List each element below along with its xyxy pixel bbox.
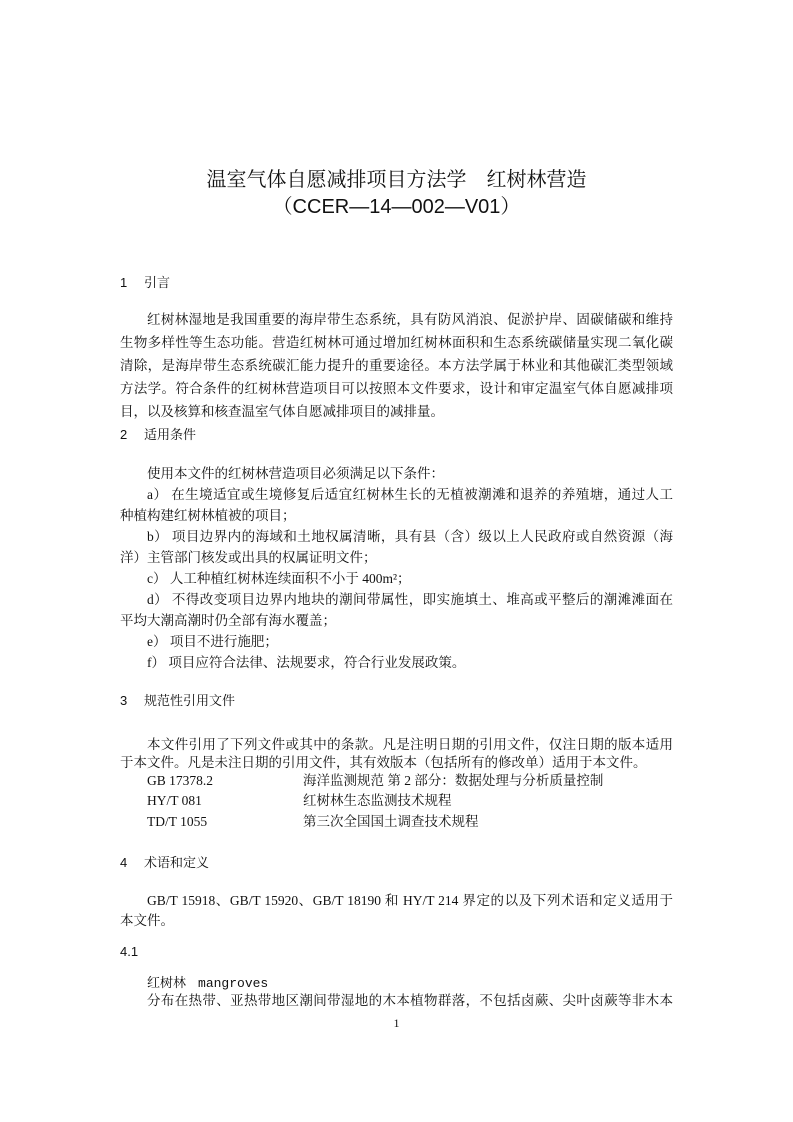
section-2-heading: 2 适用条件 bbox=[120, 427, 197, 442]
reference-title: 第三次全国国土调查技术规程 bbox=[303, 814, 479, 829]
page-number: 1 bbox=[393, 1016, 400, 1030]
list-item-c: c） 人工种植红树林连续面积不小于 400m²； bbox=[147, 571, 411, 586]
document-title: 温室气体自愿减排项目方法学 红树林营造 bbox=[206, 169, 587, 191]
paragraph-line: 方法学。符合条件的红树林营造项目可以按照本文件要求，设计和审定温室气体自愿减排项 bbox=[120, 381, 673, 396]
paragraph-line: 目，以及核算和核查温室气体自愿减排项目的减排量。 bbox=[120, 404, 444, 419]
section-1-heading: 1 引言 bbox=[120, 275, 171, 290]
list-item-a: a） 在生境适宜或生境修复后适宜红树林生长的无植被潮滩和退养的养殖塘，通过人工 bbox=[147, 487, 673, 502]
paragraph-line: 本文件引用了下列文件或其中的条款。凡是注明日期的引用文件，仅注日期的版本适用 bbox=[147, 737, 673, 752]
paragraph-line: 生物多样性等生态功能。营造红树林可通过增加红树林面积和生态系统碳储量实现二氧化碳 bbox=[120, 335, 673, 350]
list-item-f: f） 项目应符合法律、法规要求，符合行业发展政策。 bbox=[147, 655, 466, 670]
paragraph-line: 清除，是海岸带生态系统碳汇能力提升的重要途径。本方法学属于林业和其他碳汇类型领域 bbox=[120, 358, 673, 373]
paragraph-line: GB/T 15918、GB/T 15920、GB/T 18190 和 HY/T 214 界定的以及下列术语和定义适用于 bbox=[147, 893, 673, 908]
reference-code: HY/T 081 bbox=[147, 793, 202, 808]
list-item-b-cont: 洋）主管部门核发或出具的权属证明文件； bbox=[120, 550, 377, 565]
list-item-b: b） 项目边界内的海域和土地权属清晰，具有县（含）级以上人民政府或自然资源（海 bbox=[147, 529, 673, 544]
paragraph-line: 本文件。 bbox=[120, 913, 174, 928]
term-definition: 分布在热带、亚热带地区潮间带湿地的木本植物群落，不包括卤蕨、尖叶卤蕨等非木本 bbox=[147, 993, 673, 1008]
paragraph-line: 使用本文件的红树林营造项目必须满足以下条件： bbox=[147, 466, 444, 481]
reference-code: GB 17378.2 bbox=[147, 773, 214, 788]
list-item-d-cont: 平均大潮高潮时仍全部有海水覆盖； bbox=[120, 613, 336, 628]
subsection-number: 4.1 bbox=[120, 944, 139, 959]
term-entry: 红树林 mangroves bbox=[147, 975, 269, 991]
reference-code: TD/T 1055 bbox=[147, 814, 208, 829]
section-4-heading: 4 术语和定义 bbox=[120, 855, 210, 870]
paragraph-line: 于本文件。凡是未注日期的引用文件，其有效版本（包括所有的修改单）适用于本文件。 bbox=[120, 755, 647, 770]
reference-title: 红树林生态监测技术规程 bbox=[303, 793, 452, 808]
paragraph-line: 红树林湿地是我国重要的海岸带生态系统，具有防风消浪、促淤护岸、固碳储碳和维持 bbox=[147, 312, 673, 327]
section-3-heading: 3 规范性引用文件 bbox=[120, 693, 236, 708]
list-item-e: e） 项目不进行施肥； bbox=[147, 634, 278, 649]
reference-title: 海洋监测规范 第 2 部分：数据处理与分析质量控制 bbox=[303, 773, 604, 788]
list-item-d: d） 不得改变项目边界内地块的潮间带属性，即实施填土、堆高或平整后的潮滩滩面在 bbox=[147, 592, 673, 607]
document-code: （CCER—14—002—V01） bbox=[272, 196, 521, 218]
list-item-a-cont: 种植构建红树林植被的项目； bbox=[120, 508, 296, 523]
